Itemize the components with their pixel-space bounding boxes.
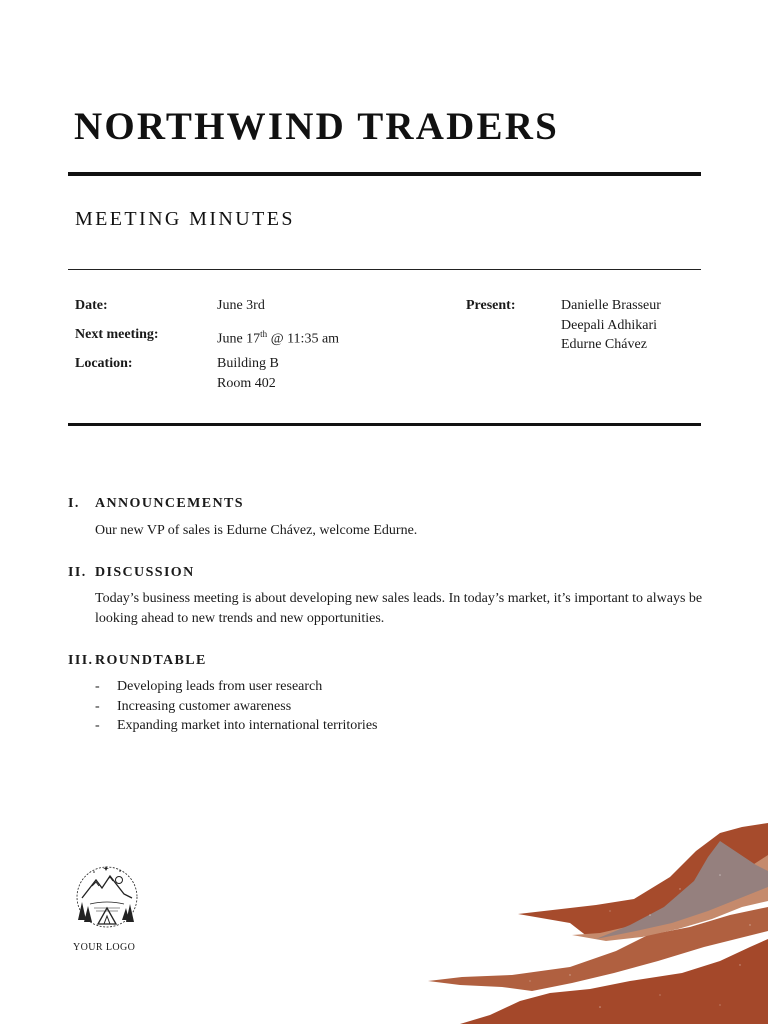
section-number: II. (68, 565, 87, 580)
date-value: June 3rd (217, 298, 265, 313)
section-discussion-body: Today’s business meeting is about developing new sales leads. In today’s market, it’s important to always be looking ahead to new trends and new opportunities. (95, 591, 703, 626)
section-discussion-heading (68, 565, 195, 581)
list-item: - Expanding market into international territories (95, 716, 377, 736)
roundtable-list (95, 677, 377, 736)
present-list (561, 296, 661, 355)
present-label: Present: (466, 298, 516, 313)
header-rule (68, 172, 701, 176)
attendee: Danielle Brasseur (561, 298, 661, 313)
section-number: III. (68, 653, 94, 668)
company-name: NORTHWIND TRADERS (74, 105, 559, 148)
section-roundtable-heading (68, 653, 207, 669)
list-item-text: Increasing customer awareness (117, 698, 292, 714)
list-item-text: Expanding market into international territories (117, 718, 378, 733)
section-title: ANNOUNCEMENTS (95, 496, 244, 511)
meta-rule (68, 423, 701, 426)
list-item: - Increasing customer awareness (95, 697, 377, 717)
attendee: Deepali Adhikari (561, 317, 658, 333)
document-title: MEETING MINUTES (75, 208, 295, 230)
section-announcements-heading (68, 496, 244, 512)
next-meeting-value (217, 325, 339, 349)
section-title: DISCUSSION (95, 565, 195, 580)
next-meeting-date: June 17 (217, 331, 261, 347)
section-number: I. (68, 496, 80, 511)
title-rule (68, 269, 701, 270)
location-building: Building B (217, 356, 279, 371)
decorative-mountains-illustration (420, 815, 768, 1024)
section-announcements-body: Our new VP of sales is Edurne Chávez, welcome Edurne. (95, 523, 418, 538)
list-item: - Developing leads from user research (95, 677, 377, 697)
location-value (217, 354, 279, 393)
section-title: ROUNDTABLE (95, 653, 207, 668)
company-logo-icon (68, 858, 146, 936)
date-label: Date: (75, 298, 108, 313)
next-meeting-label: Next meeting: (75, 327, 159, 342)
logo-caption: YOUR LOGO (73, 942, 136, 953)
next-meeting-time: @ 11:35 am (267, 331, 340, 347)
attendee: Edurne Chávez (561, 337, 647, 352)
location-label: Location: (75, 356, 133, 371)
list-item-text: Developing leads from user research (117, 679, 323, 694)
next-meeting-date-suffix: th (260, 329, 268, 339)
location-room: Room 402 (217, 375, 276, 391)
